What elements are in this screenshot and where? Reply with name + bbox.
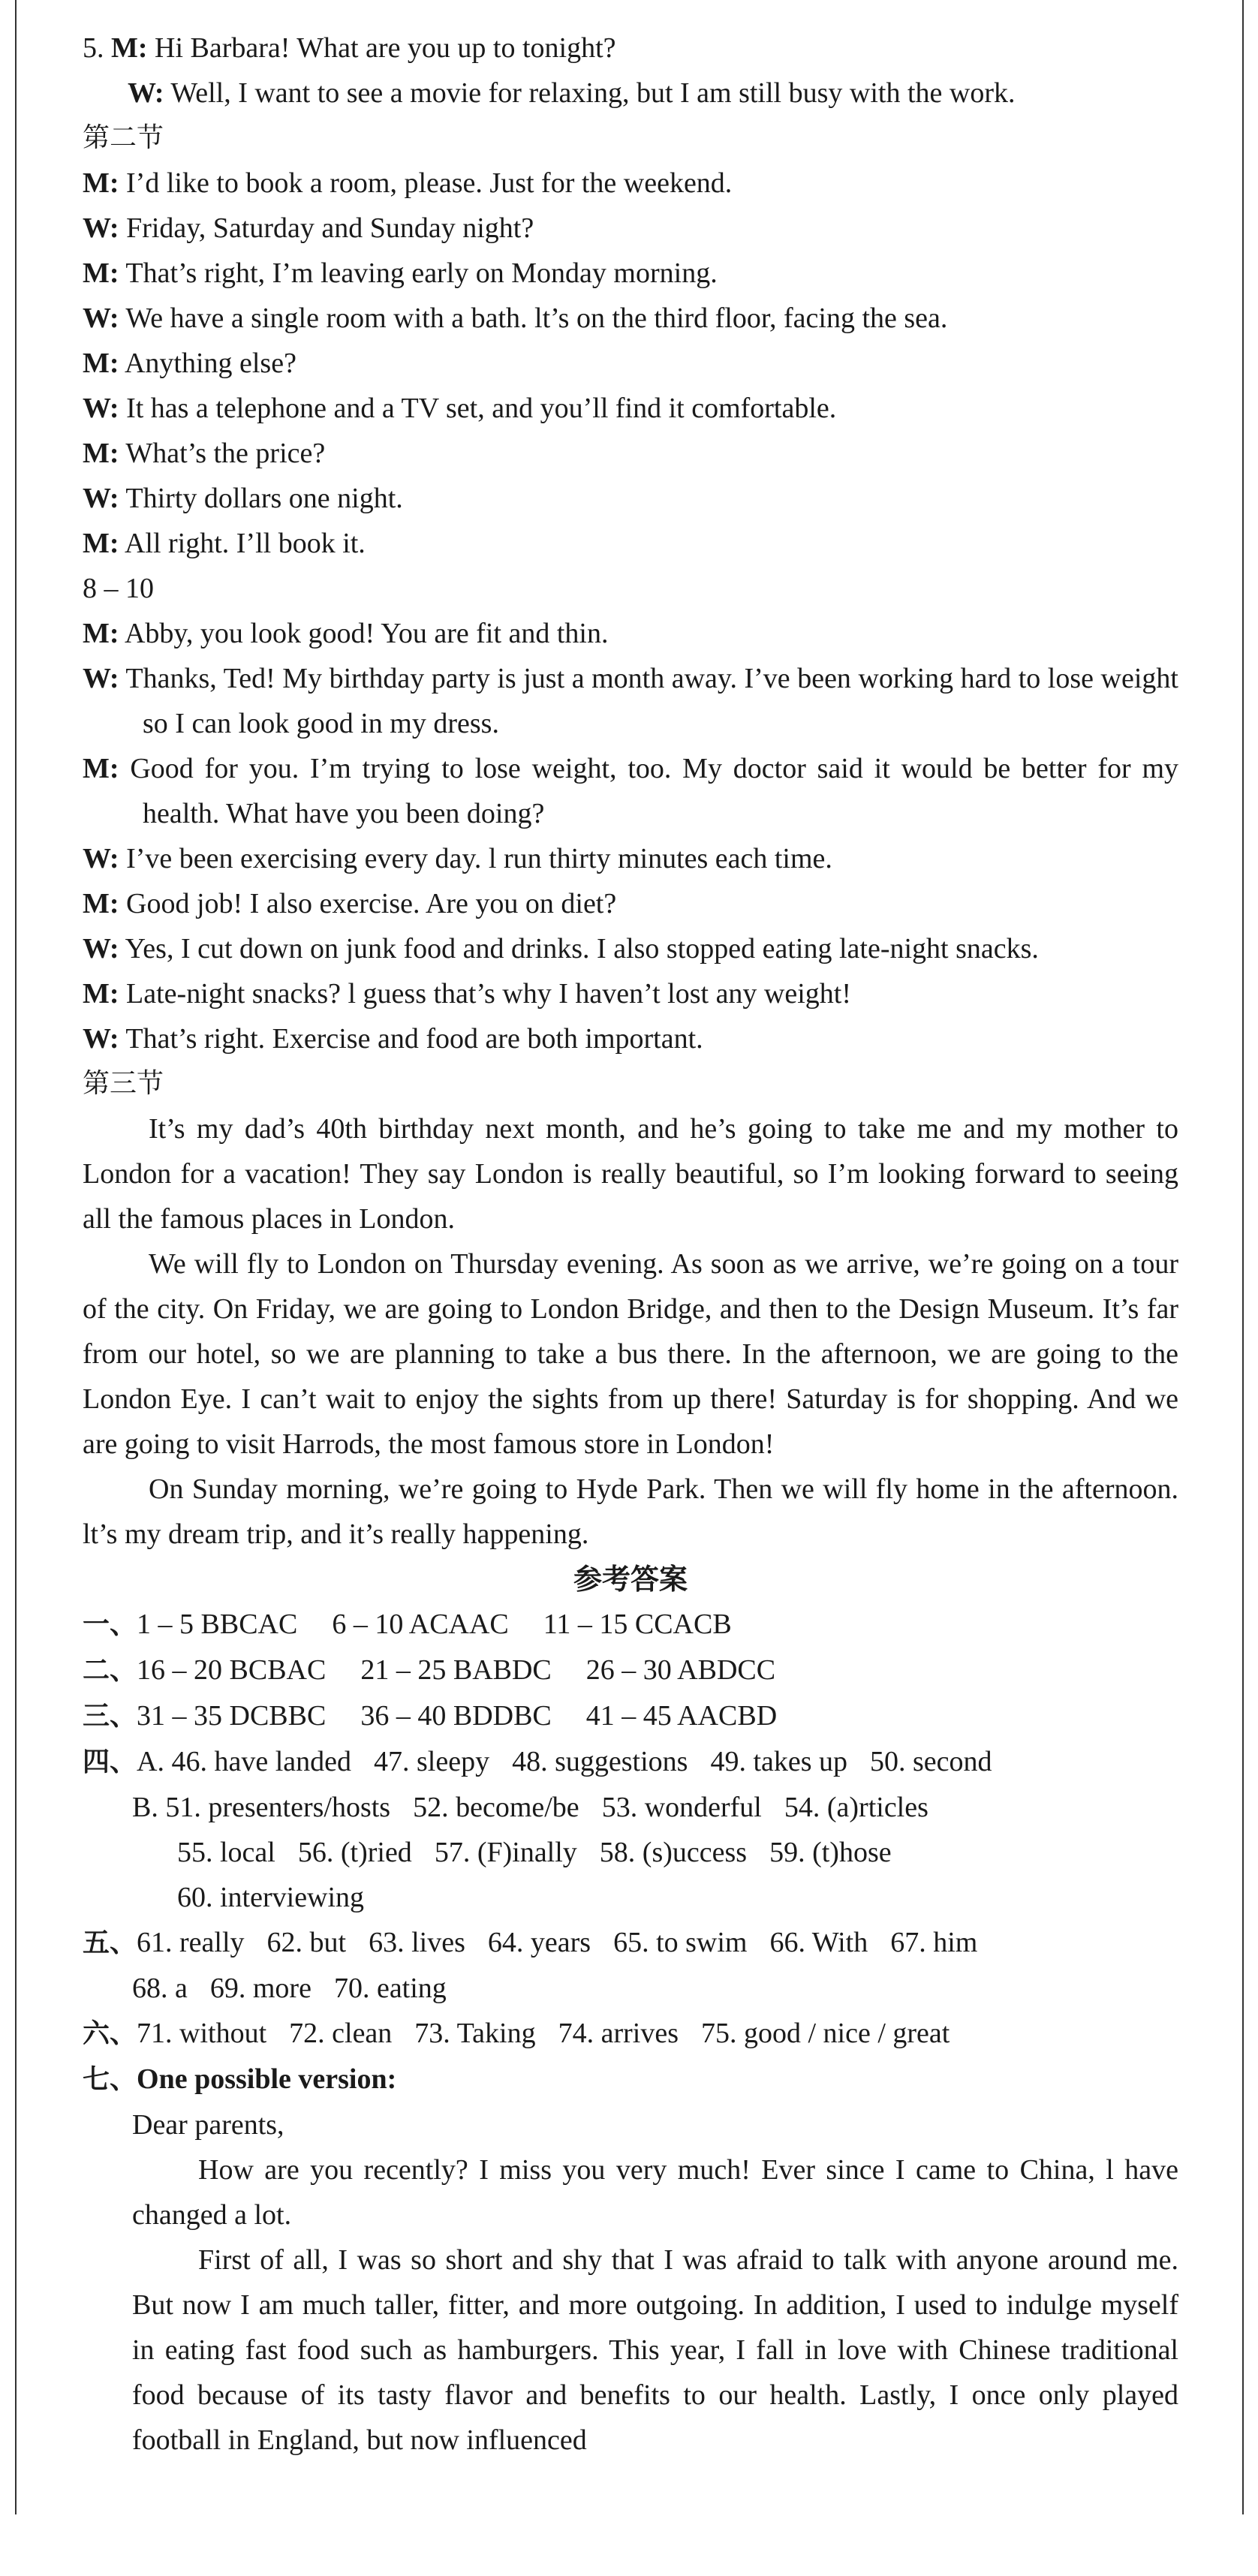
- answer-item: 71. without: [137, 2018, 267, 2049]
- dialogue-text: Well, I want to see a movie for relaxing, but I am still busy with the work.: [170, 77, 1016, 109]
- question-number: 5.: [83, 32, 104, 64]
- dialogue-text: We have a single room with a bath. lt’s on the third floor, facing the sea.: [125, 302, 948, 334]
- dialogue-line: W: I’ve been exercising every day. l run thirty minutes each time.: [83, 843, 832, 874]
- dialogue-5-woman-line: W: Well, I want to see a movie for relaxing, but I am still busy with the work.: [128, 77, 1016, 109]
- dialogue-line: W: It has a telephone and a TV set, and you’ll find it comfortable.: [83, 393, 837, 424]
- model-letter: [83, 2102, 1178, 2463]
- speaker-label: M: [83, 438, 110, 469]
- dialogue-line: M: I’d like to book a room, please. Just for the weekend.: [83, 167, 733, 199]
- dialogue-text: Thanks, Ted! My birthday party is just a month away. I’ve been working hard to lose weight so I can look good in my dress.: [125, 663, 1178, 739]
- answer-section-4a: 四、A. 46. have landed 47. sleepy 48. suggestions 49. takes up 50. second: [83, 1739, 1178, 1785]
- passage-paragraph: We will fly to London on Thursday evening. As soon as we arrive, we’re going on a tour of the city. On Friday, we are going to London Bridge, and then to the Design Museum. It’s far from our hotel, so we are planning to take a bus there. In the afternoon, we are going to the London Eye. I can’t wait to enjoy the sights from up there! Saturday is for shopping. And we are going to visit Harrods, the most famous store in London!: [83, 1248, 1178, 1460]
- answer-item: 63. lives: [369, 1927, 465, 1958]
- answer-group: 41 – 45 AACBD: [585, 1700, 778, 1732]
- answer-item: 52. become/be: [413, 1792, 579, 1823]
- letter-paragraph: First of all, I was so short and shy that I was afraid to talk with anyone around me. But now I am much taller, fitter, and more outgoing. In addition, I used to indulge myself in eating fast food such as hamburgers. This year, I fall in love with Chinese traditional food because of its tasty flavor and benefits to our health. Lastly, I once only played football in England, but now influenced: [132, 2244, 1178, 2456]
- passage-paragraph: On Sunday morning, we’re going to Hyde Park. Then we will fly home in the afternoon. lt’s my dream trip, and it’s really happening.: [83, 1473, 1178, 1550]
- answer-item: 51. presenters/hosts: [165, 1792, 391, 1823]
- answer-item: 69. more: [209, 1973, 311, 2004]
- left-margin-rule: [15, 0, 17, 2514]
- page-content: [83, 26, 1178, 2463]
- answer-item: 46. have landed: [171, 1746, 351, 1777]
- answer-group: 6 – 10 ACAAC: [332, 1608, 509, 1640]
- dialogue-line: W: Friday, Saturday and Sunday night?: [83, 212, 534, 244]
- dialogue-line: M: All right. I’ll book it.: [83, 528, 366, 559]
- answer-group: 31 – 35 DCBBC: [137, 1700, 327, 1732]
- answer-item: 56. (t)ried: [297, 1837, 412, 1868]
- answer-item: 65. to swim: [613, 1927, 748, 1958]
- answer-section-1: 一、1 – 5 BBCAC 6 – 10 ACAAC 11 – 15 CCACB: [83, 1602, 1178, 1648]
- dialogue-text: Friday, Saturday and Sunday night?: [126, 212, 534, 244]
- answer-section-5-line2: [83, 1966, 1178, 2011]
- right-margin-rule: [1242, 0, 1244, 2514]
- answer-item: 64. years: [487, 1927, 591, 1958]
- answer-section-7: 七、One possible version:: [83, 2063, 397, 2095]
- dialogue-text: Good for you. I’m trying to lose weight, too. My doctor said it would be better for my health. What have you been doing?: [130, 753, 1179, 829]
- answer-section-6: 六、71. without 72. clean 73. Taking 74. arrives 75. good / nice / great: [83, 2011, 1178, 2057]
- dialogue-text: It has a telephone and a TV set, and you’ll find it comfortable.: [126, 393, 837, 424]
- dialogue-line: W: Thirty dollars one night.: [83, 483, 403, 514]
- answer-item: 58. (s)uccess: [599, 1837, 748, 1868]
- dialogue-line: W: Thanks, Ted! My birthday party is just a month away. I’ve been working hard to lose weight so I can look good in my dress.: [83, 663, 1178, 739]
- answer-item: 47. sleepy: [374, 1746, 490, 1777]
- answer-section-5-line1: 五、61. really 62. but 63. lives 64. years 65. to swim 66. With 67. him: [83, 1920, 1178, 1966]
- dialogue-text: Good job! I also exercise. Are you on diet?: [126, 888, 617, 919]
- speaker-label: M: [83, 348, 110, 379]
- answer-item: 59. (t)hose: [769, 1837, 892, 1868]
- answer-item: 75. good / nice / great: [700, 2018, 950, 2049]
- dialogue-line: M: That’s right, I’m leaving early on Monday morning.: [83, 257, 718, 289]
- speaker-label: W: [83, 663, 110, 694]
- answer-group: 36 – 40 BDDBC: [360, 1700, 552, 1732]
- dialogue-line: W: Yes, I cut down on junk food and drinks. I also stopped eating late-night snacks.: [83, 933, 1039, 964]
- speaker-label: M: [83, 257, 110, 289]
- speaker-label: M: [83, 888, 110, 919]
- passage-paragraph: It’s my dad’s 40th birthday next month, and he’s going to take me and my mother to London for a vacation! They say London is really beautiful, so I’m looking forward to seeing all the famous places in London.: [83, 1113, 1178, 1235]
- dialogue-text: That’s right, I’m leaving early on Monday morning.: [125, 257, 718, 289]
- speaker-label: W: [83, 483, 110, 514]
- answer-item: 50. second: [870, 1746, 992, 1777]
- dialogue-text: Late-night snacks? l guess that’s why I haven’t lost any weight!: [126, 978, 852, 1010]
- answer-item: 66. With: [769, 1927, 868, 1958]
- dialogue-text: I’d like to book a room, please. Just for the weekend.: [126, 167, 733, 199]
- answer-item: 54. (a)rticles: [784, 1792, 928, 1823]
- dialogue-text: All right. I’ll book it.: [124, 528, 366, 559]
- letter-paragraph: How are you recently? I miss you very much! Ever since I came to China, l have changed a lot.: [132, 2154, 1178, 2231]
- answer-item: 67. him: [890, 1927, 978, 1958]
- answer-section-4b-line1: B. 51. presenters/hosts 52. become/be 53. wonderful 54. (a)rticles: [83, 1785, 1178, 1830]
- range-label: 8 – 10: [83, 573, 154, 604]
- answer-item: 72. clean: [289, 2018, 393, 2049]
- answer-item: 55. local: [177, 1837, 275, 1868]
- dialogue-text: That’s right. Exercise and food are both important.: [125, 1023, 703, 1055]
- dialogue-5-man-line: 5. M: Hi Barbara! What are you up to tonight?: [83, 32, 616, 64]
- answer-item: 60. interviewing: [177, 1882, 365, 1913]
- answer-item: 57. (F)inally: [434, 1837, 577, 1868]
- answer-section-4b-line3: [83, 1875, 1178, 1920]
- dialogue-text: Abby, you look good! You are fit and thin.: [124, 618, 609, 649]
- speaker-label: W: [83, 302, 110, 334]
- answer-item: 49. takes up: [710, 1746, 848, 1777]
- dialogue-line: M: Good job! I also exercise. Are you on diet?: [83, 888, 617, 919]
- answer-item: 70. eating: [333, 1973, 447, 2004]
- dialogue-line: M: Good for you. I’m trying to lose weight, too. My doctor said it would be better for my health. What have you been doing?: [83, 753, 1179, 829]
- dialogue-text: I’ve been exercising every day. l run thirty minutes each time.: [126, 843, 832, 874]
- answer-item: 61. really: [137, 1927, 245, 1958]
- speaker-label: W: [83, 843, 110, 874]
- speaker-label: M: [111, 32, 138, 64]
- dialogue-line: M: Late-night snacks? l guess that’s why I haven’t lost any weight!: [83, 978, 852, 1010]
- section-2-dialogue: [83, 161, 1178, 566]
- answer-group: 16 – 20 BCBAC: [137, 1654, 327, 1686]
- listening-passage: [83, 1106, 1178, 1557]
- speaker-label: W: [128, 77, 155, 109]
- dialogue-text: Thirty dollars one night.: [125, 483, 403, 514]
- answer-item: 68. a: [132, 1973, 188, 2004]
- answer-section-4b-line2: [83, 1830, 1178, 1875]
- dialogue-line: W: That’s right. Exercise and food are both important.: [83, 1023, 703, 1055]
- section-2-label: 第二节: [83, 122, 164, 153]
- answer-group: 11 – 15 CCACB: [543, 1608, 732, 1640]
- dialogue-line: M: What’s the price?: [83, 438, 326, 469]
- speaker-label: M: [83, 978, 110, 1010]
- speaker-label: W: [83, 393, 110, 424]
- answer-item: 48. suggestions: [512, 1746, 688, 1777]
- answer-group: 21 – 25 BABDC: [360, 1654, 552, 1686]
- dialogue-line: W: We have a single room with a bath. lt’s on the third floor, facing the sea.: [83, 302, 948, 334]
- answer-group: 26 – 30 ABDCC: [585, 1654, 776, 1686]
- answer-section-3: 三、31 – 35 DCBBC 36 – 40 BDDBC 41 – 45 AACBD: [83, 1693, 1178, 1739]
- dialogue-text: Yes, I cut down on junk food and drinks. I also stopped eating late-night snacks.: [125, 933, 1039, 964]
- answers-heading: 参考答案: [573, 1563, 688, 1596]
- dialogue-line: M: Anything else?: [83, 348, 296, 379]
- dialogue-text: Anything else?: [124, 348, 296, 379]
- section-3-label: 第三节: [83, 1068, 164, 1099]
- section-7-title: One possible version:: [137, 2063, 397, 2095]
- speaker-label: M: [83, 753, 110, 784]
- speaker-label: M: [83, 167, 110, 199]
- dialogue-text: Hi Barbara! What are you up to tonight?: [155, 32, 616, 64]
- speaker-label: W: [83, 1023, 110, 1055]
- answer-item: 74. arrives: [558, 2018, 679, 2049]
- answer-item: 53. wonderful: [601, 1792, 762, 1823]
- speaker-label: W: [83, 933, 110, 964]
- answer-item: 73. Taking: [414, 2018, 536, 2049]
- answer-section-2: 二、16 – 20 BCBAC 21 – 25 BABDC 26 – 30 ABDCC: [83, 1648, 1178, 1693]
- dialogue-8-10: [83, 611, 1178, 1061]
- answer-group: 1 – 5 BBCAC: [137, 1608, 298, 1640]
- answer-item: 62. but: [266, 1927, 347, 1958]
- speaker-label: M: [83, 528, 110, 559]
- dialogue-text: What’s the price?: [125, 438, 326, 469]
- dialogue-line: M: Abby, you look good! You are fit and thin.: [83, 618, 609, 649]
- speaker-label: M: [83, 618, 110, 649]
- speaker-label: W: [83, 212, 110, 244]
- letter-greeting: Dear parents,: [132, 2109, 284, 2141]
